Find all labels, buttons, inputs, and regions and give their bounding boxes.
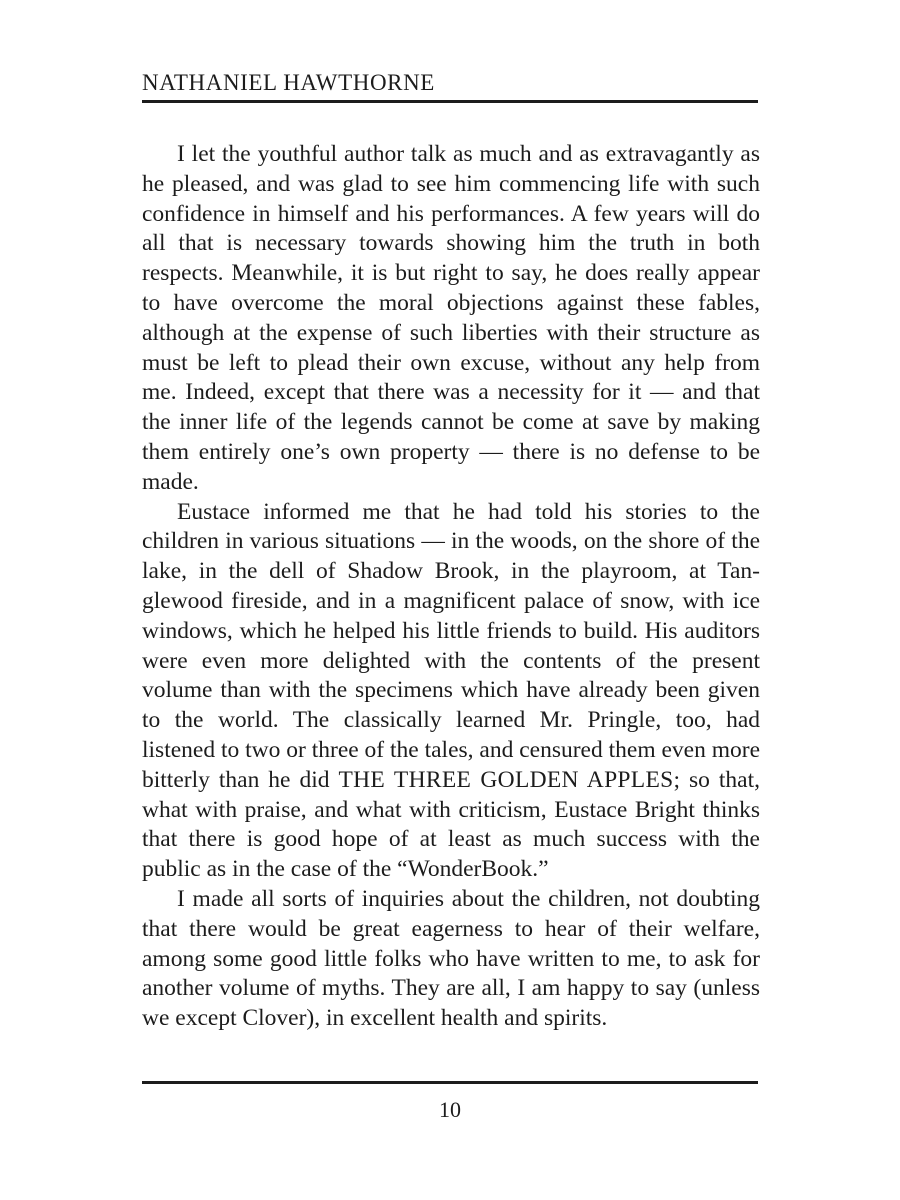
footer-rule bbox=[142, 1081, 758, 1084]
header-rule bbox=[142, 100, 758, 103]
paragraph-2-text-before: Eustace informed me that he had told his stories to the children in various situations — in the woods, on the shore of the lake, in the dell of Shadow Brook, in the playroom, at Tanglewood fireside, and in a magnificent palace of snow, with ice windows, which he helped his little friends to build. His auditors were even more delighted with the contents of the present volume than with the specimens which have already been given to the world. The classically learned Mr. Pringle, too, had listened to two or three of the tales, and censured them even more bitterly than he did bbox=[142, 498, 760, 793]
paragraph-3: I made all sorts of inquiries about the children, not doubting that there would be great eagerness to hear of their welfare, among some good little folks who have written to me, to ask for another volume of myths. They are all, I am happy to say (unless we except Clover), in excellent health and spirits. bbox=[142, 885, 760, 1032]
story-title: THE THREE GOLDEN APPLES bbox=[338, 766, 674, 793]
running-head: NATHANIEL HAWTHORNE bbox=[142, 70, 435, 95]
body-text bbox=[142, 140, 760, 1034]
paragraph-2 bbox=[142, 498, 760, 885]
page-number: 10 bbox=[439, 1097, 461, 1122]
paragraph-1: I let the youthful author talk as much and as extravagantly as he pleased, and was glad to see him commencing life with such confidence in himself and his performances. A few years will do all that is necessary towards showing him the truth in both respects. Meanwhile, it is but right to say, he does really appear to have overcome the moral objections against these fables, although at the expense of such liberties with their structure as must be left to plead their own excuse, without any help from me. Indeed, except that there was a necessity for it — and that the inner life of the legends cannot be come at save by making them entirely one’s own property — there is no defense to be made. bbox=[142, 141, 760, 495]
paragraph-2-text-after: ; so that, what with praise, and what with criticism, Eustace Bright thinks that there is good hope of at least as much success with the public as in the case of the “WonderBook.” bbox=[142, 766, 760, 883]
